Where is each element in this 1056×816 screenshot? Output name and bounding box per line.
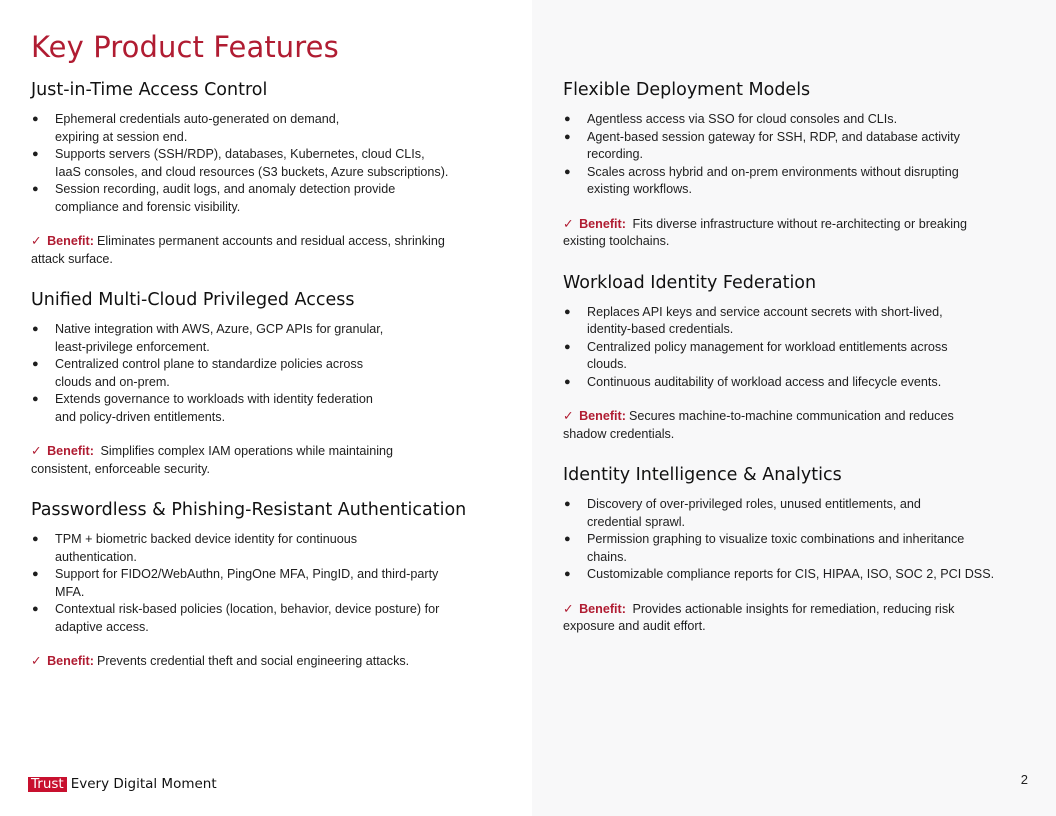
list-item-text: TPM + biometric backed device identity for continuous (55, 532, 358, 546)
section-flexible-deployment-models (563, 78, 1038, 251)
list-item-text: least-privilege enforcement. (55, 339, 210, 354)
list-item-text: Permission graphing to visualize toxic combinations and inheritance (587, 532, 965, 546)
section-spacer (31, 268, 506, 288)
list-item (31, 391, 506, 426)
list-item-text: IaaS consoles, and cloud resources (S3 buckets, Azure subscriptions). (55, 164, 449, 179)
list-item (563, 531, 1038, 566)
list-item (31, 356, 506, 391)
bullet-dot-icon: ● (32, 533, 39, 545)
page-title: Key Product Features (31, 30, 339, 64)
benefit-label: Benefit: (579, 409, 626, 423)
benefit-text: shadow credentials. (563, 426, 675, 441)
benefit-statement (31, 653, 506, 671)
list-item (31, 111, 506, 146)
list-item-text: Ephemeral credentials auto-generated on demand, (55, 112, 340, 126)
list-item-text: Agent-based session gateway for SSH, RDP, and database activity (587, 129, 960, 144)
bullet-dot-icon: ● (564, 375, 571, 388)
list-item-text: expiring at session end. (55, 129, 188, 144)
section-spacer (563, 251, 1038, 271)
checkmark-icon: ✓ (31, 444, 42, 458)
bullet-list (563, 304, 1038, 392)
list-item-text: credential sprawl. (587, 514, 685, 529)
bullet-dot-icon: ● (564, 165, 571, 178)
list-item-text: clouds. (587, 357, 627, 371)
bullet-list (31, 111, 506, 216)
list-item-text: Contextual risk-based policies (location, behavior, device posture) for (55, 602, 440, 616)
list-item (563, 111, 1038, 129)
footer-brand-mark: Trust (28, 777, 67, 792)
list-item-text: Extends governance to workloads with identity federation (55, 392, 373, 406)
list-item (31, 321, 506, 356)
section-title: Identity Intelligence & Analytics (563, 465, 842, 485)
list-item-text: Continuous auditability of workload access and lifecycle events. (587, 374, 942, 389)
bullet-dot-icon: ● (564, 533, 571, 545)
section-just-in-time-access-control (31, 78, 506, 268)
benefit-text: attack surface. (31, 251, 113, 266)
bullet-dot-icon: ● (32, 183, 39, 195)
checkmark-icon: ✓ (563, 601, 574, 616)
list-item (31, 601, 506, 636)
benefit-label: Benefit: (47, 234, 94, 248)
benefit-text: Prevents credential theft and social engineering attacks. (96, 654, 410, 668)
list-item (31, 181, 506, 216)
bullet-dot-icon: ● (564, 498, 571, 510)
list-item (563, 164, 1038, 199)
benefit-text: Fits diverse infrastructure without re-architecting or breaking (628, 216, 968, 231)
list-item-text: existing workflows. (587, 182, 692, 196)
bullet-dot-icon: ● (32, 393, 39, 405)
benefit-text: existing toolchains. (563, 234, 670, 248)
benefit-statement (31, 233, 506, 268)
section-spacer (31, 478, 506, 498)
bullet-dot-icon: ● (32, 358, 39, 370)
list-item-text: Support for FIDO2/WebAuthn, PingOne MFA, PingID, and third-party (55, 567, 439, 581)
benefit-text: Secures machine-to-machine communication and reduces (628, 409, 954, 423)
list-item (563, 496, 1038, 531)
list-item (31, 146, 506, 181)
list-item-text: MFA. (55, 584, 85, 599)
section-title: Just-in-Time Access Control (31, 80, 268, 100)
list-item-text: identity-based credentials. (587, 322, 734, 336)
list-item-text: chains. (587, 549, 627, 564)
list-item-text: Agentless access via SSO for cloud consoles and CLIs. (587, 112, 898, 126)
list-item (563, 304, 1038, 339)
left-column (31, 78, 506, 671)
list-item-text: Discovery of over-privileged roles, unused entitlements, and (587, 497, 921, 511)
benefit-label: Benefit: (47, 444, 94, 458)
section-title: Workload Identity Federation (563, 272, 817, 293)
list-item (31, 531, 506, 566)
bullet-list (563, 111, 1038, 199)
bullet-dot-icon: ● (32, 603, 39, 615)
list-item-text: Scales across hybrid and on-prem environments without disrupting (587, 164, 959, 179)
list-item-text: Customizable compliance reports for CIS, HIPAA, ISO, SOC 2, PCI DSS. (587, 567, 995, 581)
checkmark-icon: ✓ (563, 409, 574, 423)
list-item-text: Centralized control plane to standardize policies across (55, 357, 364, 371)
bullet-list (31, 531, 506, 636)
footer-logo (28, 776, 217, 792)
list-item (31, 566, 506, 601)
list-item-text: clouds and on-prem. (55, 374, 170, 389)
bullet-list (563, 496, 1038, 584)
benefit-text: Eliminates permanent accounts and residual access, shrinking (96, 234, 445, 248)
list-item-text: recording. (587, 147, 644, 161)
benefit-text: consistent, enforceable security. (31, 461, 210, 476)
bullet-dot-icon: ● (564, 305, 571, 318)
bullet-dot-icon: ● (32, 148, 39, 160)
section-workload-identity-federation (563, 271, 1038, 444)
section-unified-multi-cloud-privileged-access (31, 288, 506, 478)
checkmark-icon: ✓ (563, 216, 574, 231)
bullet-dot-icon: ● (32, 568, 39, 580)
bullet-list (31, 321, 506, 426)
page-number: 2 (1020, 772, 1028, 787)
list-item (563, 339, 1038, 374)
benefit-label: Benefit: (579, 216, 626, 231)
list-item-text: Replaces API keys and service account secrets with short-lived, (587, 304, 943, 319)
bullet-dot-icon: ● (564, 568, 571, 580)
list-item-text: Session recording, audit logs, and anomaly detection provide (55, 182, 396, 196)
list-item-text: Native integration with AWS, Azure, GCP APIs for granular, (55, 322, 384, 336)
benefit-text: Simplifies complex IAM operations while maintaining (96, 444, 394, 458)
section-spacer (563, 443, 1038, 463)
benefit-statement (563, 216, 1038, 251)
list-item (563, 374, 1038, 392)
bullet-dot-icon: ● (564, 340, 571, 353)
section-identity-intelligence-and-analytics (563, 463, 1038, 636)
checkmark-icon: ✓ (31, 654, 42, 668)
list-item-text: and policy-driven entitlements. (55, 409, 226, 424)
list-item-text: adaptive access. (55, 619, 149, 634)
checkmark-icon: ✓ (31, 234, 42, 248)
benefit-text: Provides actionable insights for remediation, reducing risk (628, 601, 955, 616)
footer-tagline: Every Digital Moment (70, 776, 217, 792)
benefit-text: exposure and audit effort. (563, 619, 706, 633)
bullet-dot-icon: ● (32, 113, 39, 125)
section-title: Flexible Deployment Models (563, 80, 811, 100)
list-item (563, 566, 1038, 584)
section-passwordless-and-phishing-resistant-authentication (31, 498, 506, 671)
list-item-text: authentication. (55, 549, 137, 564)
section-title: Passwordless & Phishing-Resistant Authentication (31, 500, 467, 520)
benefit-statement (563, 601, 1038, 636)
bullet-dot-icon: ● (564, 130, 571, 143)
section-title: Unified Multi-Cloud Privileged Access (31, 290, 355, 310)
bullet-dot-icon: ● (564, 113, 571, 125)
right-column (563, 78, 1038, 636)
list-item (563, 129, 1038, 164)
benefit-statement (563, 408, 1038, 443)
list-item-text: compliance and forensic visibility. (55, 199, 241, 214)
benefit-label: Benefit: (47, 654, 94, 668)
list-item-text: Centralized policy management for workload entitlements across (587, 339, 948, 354)
benefit-label: Benefit: (579, 601, 626, 616)
bullet-dot-icon: ● (32, 323, 39, 335)
benefit-statement (31, 443, 506, 478)
list-item-text: Supports servers (SSH/RDP), databases, Kubernetes, cloud CLIs, (55, 147, 425, 161)
